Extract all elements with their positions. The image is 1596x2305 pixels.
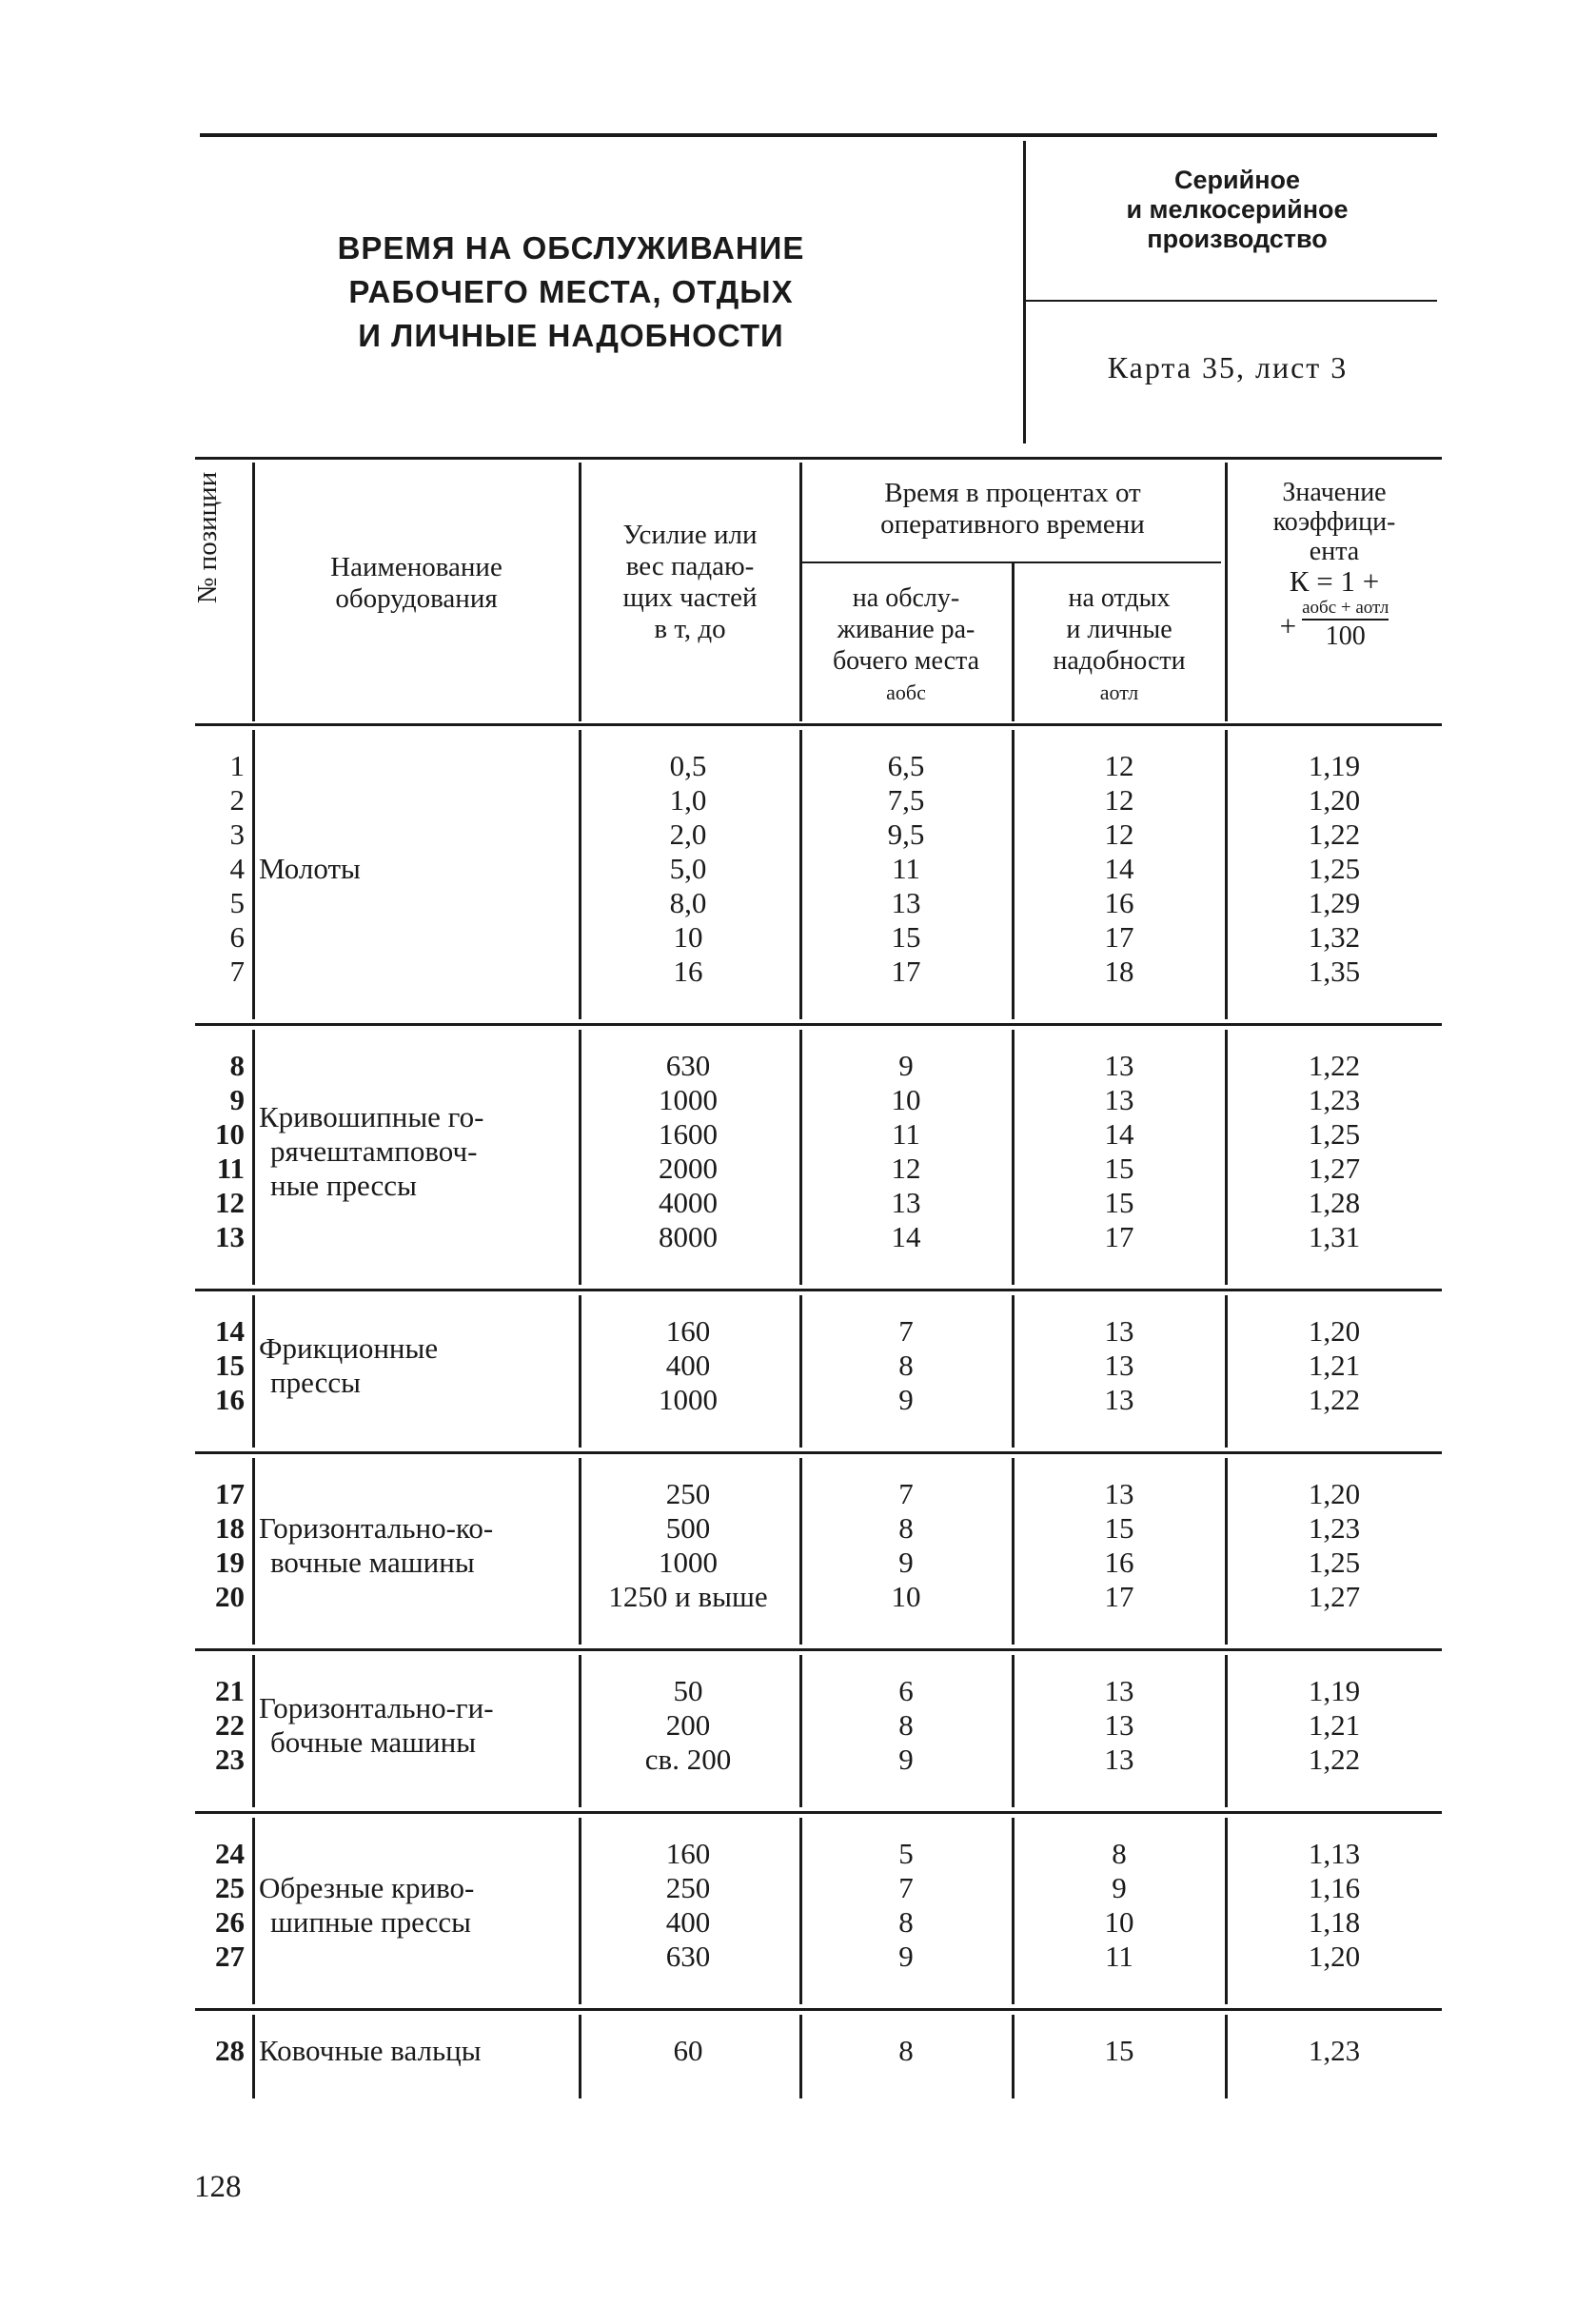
service-value: 11 <box>892 1117 920 1151</box>
equipment-name <box>259 1331 573 1400</box>
service-value: 9 <box>898 1940 914 1973</box>
col-sep <box>1012 563 1015 721</box>
coefficient-value: 1,25 <box>1308 852 1361 885</box>
force-value: 250 <box>665 1477 711 1510</box>
coefficient-value: 1,13 <box>1308 1837 1361 1870</box>
position-number: 16 <box>215 1383 245 1416</box>
equipment-name-line: бочные машины <box>270 1725 477 1759</box>
service-value: 8 <box>898 1511 914 1545</box>
service-value: 6,5 <box>887 749 925 782</box>
table-top-rule <box>195 457 1442 460</box>
table-row <box>0 955 1596 989</box>
force-value: 160 <box>665 1837 711 1870</box>
service-value: 14 <box>891 1220 921 1253</box>
position-number: 28 <box>215 2034 245 2067</box>
production-line: производство <box>1147 225 1328 253</box>
coefficient-value: 1,31 <box>1308 1220 1361 1253</box>
service-value: 9 <box>898 1546 914 1579</box>
rest-value: 18 <box>1104 955 1134 988</box>
force-value: 5,0 <box>669 852 707 885</box>
coefficient-value: 1,16 <box>1308 1871 1361 1904</box>
force-value: 2,0 <box>669 818 707 851</box>
force-value: 8000 <box>659 1220 718 1253</box>
force-value: 1250 и выше <box>608 1580 768 1613</box>
force-value: 250 <box>665 1871 711 1904</box>
position-number: 26 <box>215 1905 245 1939</box>
service-value: 15 <box>891 920 921 954</box>
coefficient-value: 1,20 <box>1308 1477 1361 1510</box>
service-value: 9 <box>898 1049 914 1082</box>
rest-value: 17 <box>1104 1580 1134 1613</box>
table-row <box>0 1349 1596 1383</box>
rest-value: 15 <box>1104 1152 1134 1185</box>
coefficient-value: 1,18 <box>1308 1905 1361 1939</box>
service-value: 9,5 <box>887 818 925 851</box>
position-number: 18 <box>215 1511 245 1545</box>
position-number: 21 <box>215 1674 245 1707</box>
numerator: aобс + aотл <box>1302 598 1389 621</box>
force-value: св. 200 <box>644 1743 732 1776</box>
header-line: в т, до <box>654 614 726 644</box>
position-number: 19 <box>215 1546 245 1579</box>
production-line: Серийное <box>1173 166 1301 194</box>
coefficient-value: 1,23 <box>1308 1083 1361 1116</box>
time-percent-header <box>805 478 1220 541</box>
rest-value: 12 <box>1104 783 1134 817</box>
force-value: 60 <box>673 2034 703 2067</box>
group-separator <box>195 1811 1442 1814</box>
service-value: 7 <box>898 1871 914 1904</box>
force-value: 630 <box>665 1940 711 1973</box>
header-line: aотл <box>1099 680 1139 704</box>
position-number: 15 <box>215 1349 245 1382</box>
position-number: 2 <box>229 783 245 817</box>
service-header <box>802 582 1010 708</box>
group-separator <box>195 2008 1442 2011</box>
position-number: 14 <box>215 1314 245 1348</box>
table-row <box>0 749 1596 783</box>
force-value: 10 <box>673 920 703 954</box>
page-number: 128 <box>194 2170 242 2204</box>
position-number: 13 <box>215 1220 245 1253</box>
col-sep <box>1225 463 1228 721</box>
service-value: 6 <box>898 1674 914 1707</box>
coefficient-value: 1,25 <box>1308 1546 1361 1579</box>
col-sep <box>579 463 581 721</box>
coef-header <box>1229 478 1440 653</box>
equipment-header <box>257 552 576 615</box>
group-separator <box>195 1451 1442 1454</box>
service-value: 17 <box>891 955 921 988</box>
table-row <box>0 1477 1596 1511</box>
force-value: 1000 <box>659 1083 718 1116</box>
card-label: Карта 35, лист 3 <box>1107 350 1349 384</box>
equipment-name <box>259 1100 573 1203</box>
header-line: оперативного времени <box>880 509 1145 540</box>
position-number: 1 <box>229 749 245 782</box>
position-number: 22 <box>215 1708 245 1742</box>
header-line: Время в процентах от <box>884 478 1141 508</box>
coefficient-value: 1,23 <box>1308 1511 1361 1545</box>
group-separator <box>195 1648 1442 1651</box>
header-line: К = 1 + <box>1289 564 1380 598</box>
equipment-name-line: Горизонтально-ко- <box>259 1511 494 1545</box>
force-value: 160 <box>665 1314 711 1348</box>
service-value: 10 <box>891 1580 921 1613</box>
equipment-name-line: Ковочные вальцы <box>259 2034 482 2067</box>
force-value: 1000 <box>659 1383 718 1416</box>
position-number: 25 <box>215 1871 245 1904</box>
coefficient-value: 1,32 <box>1308 920 1361 954</box>
position-number: 10 <box>215 1117 245 1151</box>
equipment-name-line: Фрикционные <box>259 1331 439 1365</box>
coefficient-value: 1,27 <box>1308 1580 1361 1613</box>
table-row <box>0 1314 1596 1349</box>
position-number: 6 <box>229 920 245 954</box>
rest-value: 15 <box>1104 1186 1134 1219</box>
position-number: 8 <box>229 1049 245 1082</box>
rest-value: 13 <box>1104 1349 1134 1382</box>
header-line: бочего места <box>832 646 980 676</box>
coefficient-value: 1,22 <box>1308 1383 1361 1416</box>
position-number: 23 <box>215 1743 245 1776</box>
service-value: 13 <box>891 1186 921 1219</box>
coefficient-value: 1,25 <box>1308 1117 1361 1151</box>
rest-value: 13 <box>1104 1049 1134 1082</box>
rest-value: 15 <box>1104 1511 1134 1545</box>
coefficient-value: 1,19 <box>1308 1674 1361 1707</box>
service-value: 10 <box>891 1083 921 1116</box>
table-row <box>0 1708 1596 1743</box>
table-row <box>0 2034 1596 2068</box>
position-number: 4 <box>229 852 245 885</box>
rest-value: 8 <box>1112 1837 1127 1870</box>
table-row <box>0 1511 1596 1546</box>
service-value: 7 <box>898 1477 914 1510</box>
force-value: 1,0 <box>669 783 707 817</box>
table-row <box>0 1837 1596 1871</box>
coefficient-value: 1,22 <box>1308 1049 1361 1082</box>
header-line: надобности <box>1053 646 1186 676</box>
table-row <box>0 1674 1596 1708</box>
table-row <box>0 783 1596 818</box>
force-value: 4000 <box>659 1186 718 1219</box>
header-line: коэффици- <box>1272 507 1396 537</box>
header-split-rule <box>1026 300 1437 302</box>
rest-value: 10 <box>1104 1905 1134 1939</box>
coefficient-value: 1,20 <box>1308 1314 1361 1348</box>
production-type <box>1033 166 1442 254</box>
force-value: 0,5 <box>669 749 707 782</box>
title-line: РАБОЧЕГО МЕСТА, ОТДЫХ <box>348 274 794 309</box>
position-number: 17 <box>215 1477 245 1510</box>
header-line: вес падаю- <box>625 551 755 581</box>
rest-value: 13 <box>1104 1383 1134 1416</box>
coefficient-value: 1,22 <box>1308 1743 1361 1776</box>
title-line: И ЛИЧНЫЕ НАДОБНОСТИ <box>358 318 784 353</box>
service-value: 8 <box>898 1905 914 1939</box>
table-row <box>0 818 1596 852</box>
equipment-name <box>259 1871 573 1940</box>
equipment-name-line: Кривошипные го- <box>259 1100 484 1133</box>
force-value: 1600 <box>659 1117 718 1151</box>
rest-value: 13 <box>1104 1708 1134 1742</box>
rest-value: 13 <box>1104 1674 1134 1707</box>
table-row <box>0 1546 1596 1580</box>
header-line: оборудования <box>335 583 498 614</box>
position-number: 24 <box>215 1837 245 1870</box>
position-number: 20 <box>215 1580 245 1613</box>
header-line: щих частей <box>622 582 758 613</box>
col-sep <box>252 463 255 721</box>
production-line: и мелкосерийное <box>1126 195 1349 224</box>
table-row <box>0 1220 1596 1254</box>
table-row <box>0 1580 1596 1614</box>
page-title <box>276 227 866 358</box>
force-value: 16 <box>673 955 703 988</box>
table-row <box>0 852 1596 886</box>
force-value: 400 <box>665 1905 711 1939</box>
header-line: Наименование <box>330 552 502 582</box>
position-header: № позиции <box>192 471 223 604</box>
rest-value: 13 <box>1104 1314 1134 1348</box>
rest-value: 15 <box>1104 2034 1134 2067</box>
rest-value: 13 <box>1104 1083 1134 1116</box>
coefficient-value: 1,20 <box>1308 1940 1361 1973</box>
rest-value: 14 <box>1104 1117 1134 1151</box>
coefficient-value: 1,21 <box>1308 1349 1361 1382</box>
equipment-name-line: Обрезные криво- <box>259 1871 475 1904</box>
service-value: 9 <box>898 1743 914 1776</box>
rest-value: 14 <box>1104 852 1134 885</box>
service-value: 8 <box>898 1349 914 1382</box>
rest-value: 13 <box>1104 1743 1134 1776</box>
table-row <box>0 1152 1596 1186</box>
service-value: 8 <box>898 2034 914 2067</box>
coefficient-value: 1,28 <box>1308 1186 1361 1219</box>
equipment-name <box>259 852 573 886</box>
table-row <box>0 920 1596 955</box>
fraction <box>1302 598 1389 653</box>
coefficient-value: 1,20 <box>1308 783 1361 817</box>
table-row <box>0 1083 1596 1117</box>
force-value: 50 <box>673 1674 703 1707</box>
table-row <box>0 1871 1596 1905</box>
plus-sign: + <box>1279 608 1297 642</box>
position-number: 11 <box>216 1152 245 1185</box>
service-value: 8 <box>898 1708 914 1742</box>
force-value: 1000 <box>659 1546 718 1579</box>
rest-value: 16 <box>1104 886 1134 919</box>
coefficient-value: 1,19 <box>1308 749 1361 782</box>
force-value: 400 <box>665 1349 711 1382</box>
position-number: 5 <box>229 886 245 919</box>
force-value: 630 <box>665 1049 711 1082</box>
table-row <box>0 1383 1596 1417</box>
header-line: Значение <box>1282 478 1387 507</box>
coefficient-value: 1,22 <box>1308 818 1361 851</box>
position-number: 12 <box>215 1186 245 1219</box>
position-number: 7 <box>229 955 245 988</box>
table-row <box>0 1905 1596 1940</box>
rest-value: 12 <box>1104 818 1134 851</box>
header-line: на отдых <box>1068 583 1171 613</box>
coef-fraction <box>1229 598 1440 653</box>
table-row <box>0 1117 1596 1152</box>
force-header <box>582 520 798 645</box>
position-number: 9 <box>229 1083 245 1116</box>
rest-value: 17 <box>1104 920 1134 954</box>
equipment-name-line: рячештамповоч- <box>270 1134 478 1168</box>
header-line: живание ра- <box>837 615 975 644</box>
denominator: 100 <box>1325 621 1366 651</box>
header-line: aобс <box>886 680 926 704</box>
service-value: 7 <box>898 1314 914 1348</box>
rest-value: 16 <box>1104 1546 1134 1579</box>
equipment-name-line: шипные прессы <box>270 1905 471 1939</box>
position-number: 27 <box>215 1940 245 1973</box>
equipment-name-line: вочные машины <box>270 1546 475 1579</box>
table-row <box>0 1940 1596 1974</box>
equipment-name-line: Молоты <box>259 852 361 885</box>
rest-value: 17 <box>1104 1220 1134 1253</box>
equipment-name-line: прессы <box>270 1366 361 1399</box>
service-value: 11 <box>892 852 920 885</box>
force-value: 500 <box>665 1511 711 1545</box>
equipment-name-line: ные прессы <box>270 1169 417 1202</box>
rest-header <box>1015 582 1223 708</box>
service-value: 7,5 <box>887 783 925 817</box>
equipment-name <box>259 1691 573 1760</box>
top-rule <box>200 133 1437 137</box>
rest-value: 11 <box>1105 1940 1133 1973</box>
rest-value: 9 <box>1112 1871 1127 1904</box>
position-number: 3 <box>229 818 245 851</box>
table-row <box>0 1049 1596 1083</box>
coefficient-value: 1,23 <box>1308 2034 1361 2067</box>
table-row <box>0 1743 1596 1777</box>
equipment-name <box>259 1511 573 1580</box>
rest-value: 13 <box>1104 1477 1134 1510</box>
force-value: 8,0 <box>669 886 707 919</box>
title-line: ВРЕМЯ НА ОБСЛУЖИВАНИЕ <box>337 230 805 266</box>
coefficient-value: 1,27 <box>1308 1152 1361 1185</box>
service-value: 9 <box>898 1383 914 1416</box>
table-header-rule <box>195 723 1442 726</box>
header-line: и личные <box>1066 615 1172 644</box>
header-line: на обслу- <box>852 583 960 613</box>
rest-value: 12 <box>1104 749 1134 782</box>
force-value: 200 <box>665 1708 711 1742</box>
service-value: 5 <box>898 1837 914 1870</box>
coefficient-value: 1,29 <box>1308 886 1361 919</box>
service-value: 12 <box>891 1152 921 1185</box>
header-line: Усилие или <box>622 520 758 550</box>
table-row <box>0 886 1596 920</box>
table-row <box>0 1186 1596 1220</box>
group-separator <box>195 1289 1442 1291</box>
header-line: ента <box>1309 537 1360 566</box>
equipment-name-line: Горизонтально-ги- <box>259 1691 494 1724</box>
group-separator <box>195 1023 1442 1026</box>
coefficient-value: 1,35 <box>1308 955 1361 988</box>
service-value: 13 <box>891 886 921 919</box>
equipment-name <box>259 2034 573 2068</box>
header-divider <box>1023 141 1026 443</box>
force-value: 2000 <box>659 1152 718 1185</box>
coefficient-value: 1,21 <box>1308 1708 1361 1742</box>
